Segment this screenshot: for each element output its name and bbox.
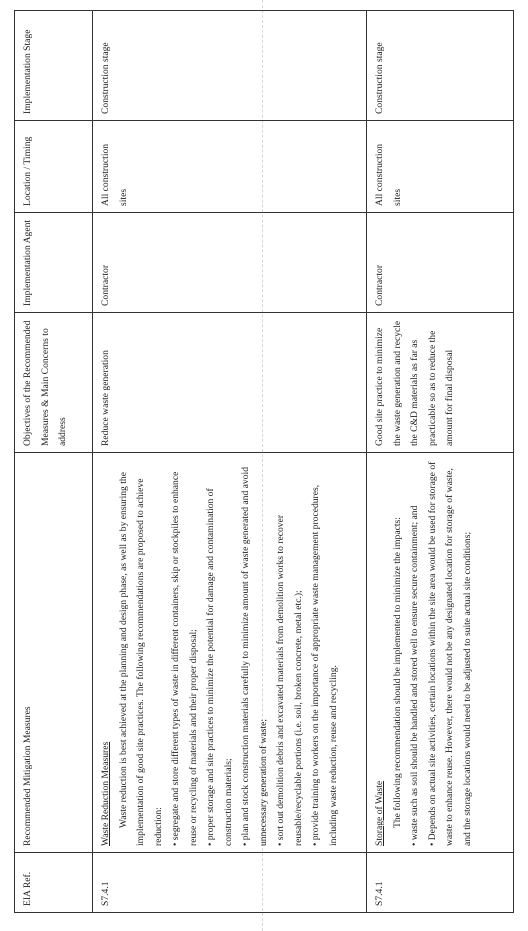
header-stage: Implementation Stage	[15, 11, 93, 121]
row-stage: Construction stage	[367, 11, 514, 121]
row-measures	[93, 453, 367, 853]
mitigation-measures-table	[14, 10, 514, 913]
header-objectives: Objectives of the Recommended Measures & Main Concerns to address	[15, 313, 93, 453]
measure-title: Waste Reduction Measures	[100, 741, 111, 846]
row-ref: S7.4.1	[93, 853, 367, 913]
measure-bullet: • proper storage and site practices to minimize the potential for damage and contamination of construction materials;	[205, 488, 234, 846]
header-measures: Recommended Mitigation Measures	[15, 453, 93, 853]
measure-intro: Waste reduction is best achieved at the planning and design phase, as well as by ensuring the implementation of good site practices. The following recommendations are proposed to achieve reduction:	[117, 472, 164, 846]
table-row	[367, 11, 514, 913]
row-location: All construction sites	[93, 121, 367, 213]
header-row	[15, 11, 93, 913]
measure-bullet: • segregate and store different types of waste in different containers, skip or stockpiles to enhance reuse or recycling of materials and their proper disposal;	[170, 471, 199, 846]
measure-intro: The following recommendation should be implemented to minimize the impacts:	[391, 517, 403, 828]
header-location: Location / Timing	[15, 121, 93, 213]
measure-bullet: • sort out demolition debris and excavated materials from demolition works to recover reusable/recyclable portions (i.e. soil, broken concrete, metal etc.);	[275, 514, 304, 846]
measure-bullet: • plan and stock construction materials carefully to minimize amount of waste generated and avoid unnecessary generation of waste;	[240, 467, 269, 846]
measure-bullet: • Depends on actual site activities, certain locations within the site area would be used for storage of waste to enhance reuse. However, there would not be any designated location for storage of waste, and the storage locations would need to be adjusted to suite actual site conditions;	[426, 461, 473, 846]
row-location: All construction sites	[367, 121, 514, 213]
header-agent: Implementation Agent	[15, 213, 93, 313]
row-objective: Good site practice to minimize the waste generation and recycle the C&D materials as far as practicable so as to reduce the amount for final disposal	[367, 313, 514, 453]
row-agent: Contractor	[367, 213, 514, 313]
row-objective: Reduce waste generation	[93, 313, 367, 453]
row-measures	[367, 453, 514, 853]
table-row	[93, 11, 367, 913]
row-stage: Construction stage	[93, 11, 367, 121]
measure-bullet: • waste such as soil should be handled and stored well to ensure secure containment; and	[409, 505, 420, 846]
measure-bullet: • provide training to workers on the importance of appropriate waste management procedures, including waste reduction, reuse and recycling.	[310, 484, 339, 846]
row-ref: S7.4.1	[367, 853, 514, 913]
measure-title: Storage of Waste	[374, 780, 385, 846]
row-agent: Contractor	[93, 213, 367, 313]
header-eia-ref: EIA Ref.	[15, 853, 93, 913]
